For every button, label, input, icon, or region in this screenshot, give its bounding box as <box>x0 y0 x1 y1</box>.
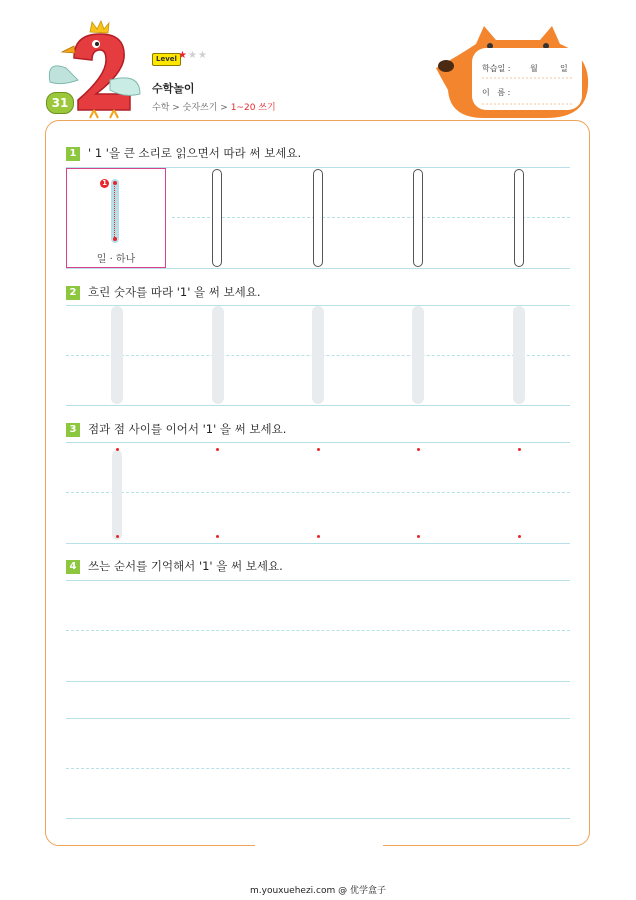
outline-digit-one <box>413 169 423 267</box>
end-dot <box>116 535 119 538</box>
outline-digit-one <box>313 169 323 267</box>
section-number-badge: 1 <box>66 147 80 161</box>
section-number-badge: 3 <box>66 423 80 437</box>
study-date-label: 학습일 : <box>482 64 511 73</box>
guide-line-bottom <box>66 818 570 819</box>
frame-gap <box>255 838 383 852</box>
guide-line-bottom <box>66 681 570 682</box>
level-stars <box>178 50 208 61</box>
start-dot <box>417 448 420 451</box>
star-empty-icon: ★ <box>197 50 208 61</box>
section-3-title <box>66 421 286 437</box>
guide-line-middle <box>66 630 570 631</box>
faint-digit-one <box>412 306 424 404</box>
section-number-badge: 4 <box>66 560 80 574</box>
stroke-end-dot <box>113 237 117 241</box>
stroke-start-dot <box>113 181 117 185</box>
section-instruction: ' 1 '을 큰 소리로 읽으면서 따라 써 보세요. <box>88 146 302 160</box>
section-instruction: 쓰는 순서를 기억해서 '1' 을 써 보세요. <box>88 559 283 573</box>
breadcrumb-current: 1~20 쓰기 <box>230 103 276 113</box>
demo-caption: 일 · 하나 <box>96 254 136 265</box>
section-4-title <box>66 558 283 574</box>
faint-digit-one <box>112 450 122 540</box>
guide-line-middle <box>66 492 570 493</box>
breadcrumb-path: 수학 > 숫자쓰기 > <box>152 103 231 113</box>
breadcrumb <box>152 100 276 113</box>
faint-digit-one <box>513 306 525 404</box>
start-dot <box>216 448 219 451</box>
start-dot <box>116 448 119 451</box>
section-instruction: 흐린 숫자를 따라 '1' 을 써 보세요. <box>88 285 261 299</box>
outline-digit-one <box>514 169 524 267</box>
demo-stroke-path <box>114 183 115 239</box>
faint-digit-one <box>312 306 324 404</box>
start-dot <box>317 448 320 451</box>
page-title: 수학놀이 <box>152 82 195 95</box>
end-dot <box>417 535 420 538</box>
fox-head-icon <box>436 26 592 120</box>
mascot-illustration <box>44 20 144 120</box>
day-label: 일 <box>560 64 568 73</box>
name-label: 이 름 : <box>482 88 511 97</box>
star-empty-icon: ★ <box>187 50 198 61</box>
guide-line-top <box>66 442 570 443</box>
level-badge: Level <box>152 53 181 66</box>
guide-line-middle <box>66 768 570 769</box>
section-2-title <box>66 284 261 300</box>
stroke-order-badge: 1 <box>100 179 109 188</box>
month-label: 월 <box>530 64 538 73</box>
faint-digit-one <box>111 306 123 404</box>
end-dot <box>216 535 219 538</box>
mascot-badge: 31 <box>46 92 74 114</box>
guide-line-top <box>66 718 570 719</box>
start-dot <box>518 448 521 451</box>
guide-line-top <box>66 580 570 581</box>
section-instruction: 점과 점 사이를 이어서 '1' 을 써 보세요. <box>88 422 287 436</box>
guide-line-bottom <box>66 268 570 269</box>
section-number-badge: 2 <box>66 286 80 300</box>
demo-stroke-fill <box>111 179 119 243</box>
end-dot <box>518 535 521 538</box>
footer-credit: m.youxuehezi.com @ 优学盒子 <box>249 886 386 896</box>
guide-line-bottom <box>66 405 570 406</box>
section-1-title <box>66 145 301 161</box>
star-filled-icon: ★ <box>178 50 188 61</box>
guide-line-middle <box>172 217 570 218</box>
outline-digit-one <box>212 169 222 267</box>
guide-line-bottom <box>66 543 570 544</box>
faint-digit-one <box>212 306 224 404</box>
end-dot <box>317 535 320 538</box>
fox-name-tag <box>436 26 592 120</box>
